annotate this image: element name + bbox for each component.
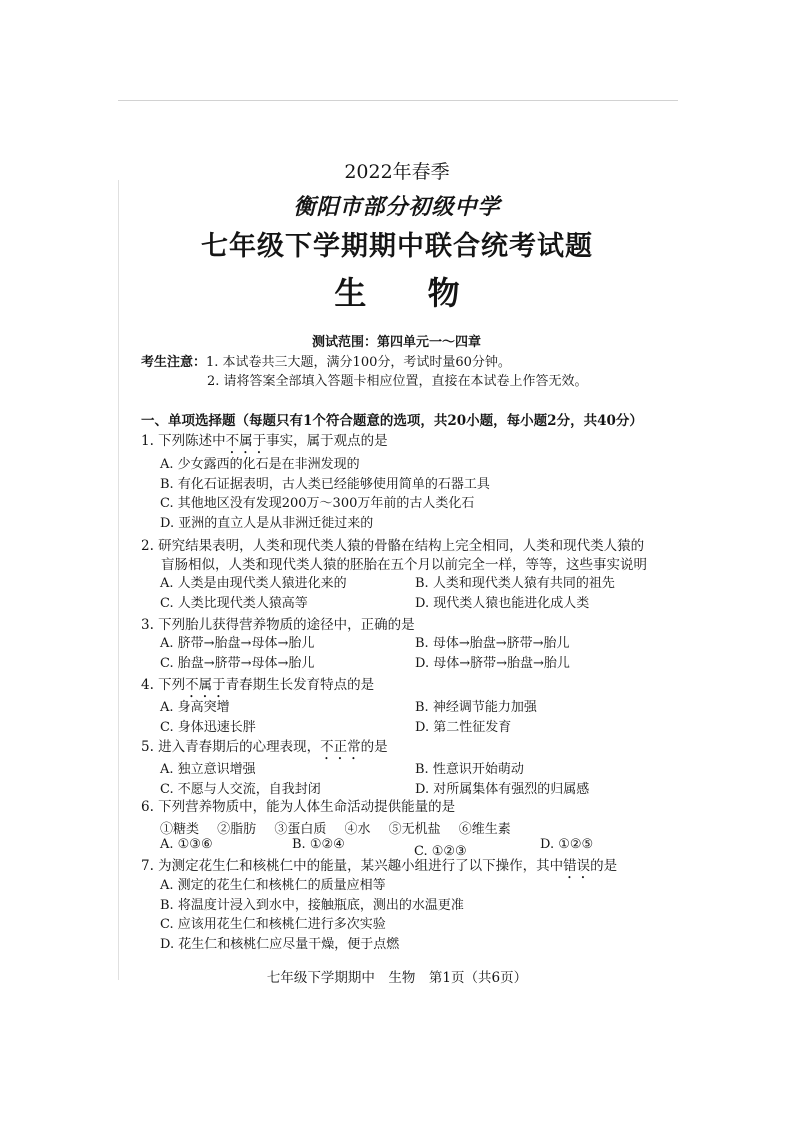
question-1-stem: 1. 下列陈述中不属于事实，属于观点的是 bbox=[141, 433, 388, 449]
emphasis-text: 不属于 bbox=[185, 677, 226, 693]
emphasis-text: 错误 bbox=[563, 858, 591, 874]
option-a: A. 脐带→胎盘→母体→胎儿 bbox=[160, 636, 315, 651]
option-d: D. 第二性征发育 bbox=[415, 719, 512, 735]
question-2-stem: 2. 研究结果表明，人类和现代类人猿的骨骼在结构上完全相同，人类和现代类人猿的 盲肠相似，人类和现代类人猿的胚胎在五个月以前完全一样，等等，这些事实说明 bbox=[141, 538, 647, 573]
option-c: C. ①②③ bbox=[414, 844, 467, 859]
option-b: B. 人类和现代类人猿有共同的祖先 bbox=[415, 576, 615, 591]
notes-label: 考生注意： bbox=[141, 355, 207, 370]
option-c: C. 其他地区没有发现200万～300万年前的古人类化石 bbox=[160, 496, 475, 511]
option-c: C. 身体迅速长胖 bbox=[160, 719, 256, 735]
option-b: B. 有化石证据表明，古人类已经能够使用简单的石器工具 bbox=[160, 476, 490, 492]
question-7-options bbox=[160, 876, 464, 954]
question-2-options bbox=[160, 574, 615, 613]
question-4-stem: 4. 下列不属于青春期生长发育特点的是 bbox=[141, 677, 375, 693]
nutrient-item: ②脂肪 bbox=[217, 822, 257, 837]
option-c: C. 人类比现代类人猿高等 bbox=[160, 595, 308, 611]
option-b: B. ①②④ bbox=[292, 837, 345, 852]
question-3-stem: 3. 下列胎儿获得营养物质的途径中，正确的是 bbox=[141, 617, 415, 633]
option-d: D. 花生仁和核桃仁应尽量干燥，便于点燃 bbox=[160, 936, 400, 952]
option-b: B. 将温度计浸入到水中，接触瓶底，测出的水温更准 bbox=[160, 897, 464, 913]
test-scope: 测试范围：第四单元一～四章 bbox=[312, 335, 482, 350]
note-line-1: 1. 本试卷共三大题，满分100分，考试时量60分钟。 bbox=[206, 355, 511, 370]
exam-year: 2022年春季 bbox=[344, 161, 450, 183]
question-3-options bbox=[160, 634, 570, 673]
option-a: A. 少女露西的化石是在非洲发现的 bbox=[160, 457, 360, 472]
option-a: A. 身高突增 bbox=[160, 700, 230, 715]
question-1-options bbox=[160, 455, 490, 533]
emphasis-text: 不正常 bbox=[320, 739, 361, 755]
option-a: A. 测定的花生仁和核桃仁的质量应相等 bbox=[160, 878, 386, 893]
emphasis-text: 不属于 bbox=[225, 433, 267, 449]
option-a: A. 独立意识增强 bbox=[160, 762, 256, 777]
option-b: B. 母体→胎盘→脐带→胎儿 bbox=[415, 636, 570, 651]
option-d: D. ①②⑤ bbox=[540, 837, 594, 852]
question-7-stem: 7. 为测定花生仁和核桃仁中的能量，某兴趣小组进行了以下操作，其中错误的是 bbox=[141, 858, 618, 874]
nutrient-item: ④水 bbox=[344, 822, 371, 837]
candidate-notes bbox=[141, 353, 588, 391]
question-4-options bbox=[160, 698, 537, 737]
question-6-stem: 6. 下列营养物质中，能为人体生命活动提供能量的是 bbox=[141, 799, 456, 815]
option-a: A. 人类是由现代类人猿进化来的 bbox=[160, 576, 347, 591]
page-footer: 七年级下学期期中 生物 第1页（共6页） bbox=[266, 970, 528, 986]
exam-title: 七年级下学期期中联合统考试题 bbox=[201, 231, 593, 262]
option-d: D. 对所属集体有强烈的归属感 bbox=[415, 781, 590, 797]
note-line-2: 2. 请将答案全部填入答题卡相应位置，直接在本试卷上作答无效。 bbox=[207, 374, 588, 389]
option-c: C. 胎盘→脐带→母体→胎儿 bbox=[160, 655, 315, 671]
nutrient-item: ①糖类 bbox=[160, 822, 200, 837]
question-5-options bbox=[160, 760, 589, 799]
option-d: D. 母体→脐带→胎盘→胎儿 bbox=[415, 655, 570, 671]
nutrient-item: ⑥维生素 bbox=[458, 822, 511, 837]
nutrient-item: ⑤无机盐 bbox=[388, 822, 441, 837]
option-a: A. ①③⑥ bbox=[160, 837, 213, 852]
option-b: B. 神经调节能力加强 bbox=[415, 700, 537, 715]
section-1-heading: 一、单项选择题（每题只有1个符合题意的选项，共20小题，每小题2分，共40分） bbox=[141, 413, 643, 429]
nutrient-item: ③蛋白质 bbox=[274, 822, 327, 837]
subject-title: 生 物 bbox=[334, 274, 460, 312]
option-c: C. 不愿与人交流，自我封闭 bbox=[160, 781, 321, 797]
option-b: B. 性意识开始萌动 bbox=[415, 762, 524, 777]
option-c: C. 应该用花生仁和核桃仁进行多次实验 bbox=[160, 917, 386, 932]
nutrient-list bbox=[160, 818, 525, 837]
option-d: D. 现代类人猿也能进化成人类 bbox=[415, 595, 590, 611]
question-5-stem: 5. 进入青春期后的心理表现，不正常的是 bbox=[141, 739, 388, 755]
page-top-edge bbox=[118, 100, 678, 101]
option-d: D. 亚洲的直立人是从非洲迁徙过来的 bbox=[160, 515, 374, 531]
school-name: 衡阳市部分初级中学 bbox=[293, 194, 501, 220]
